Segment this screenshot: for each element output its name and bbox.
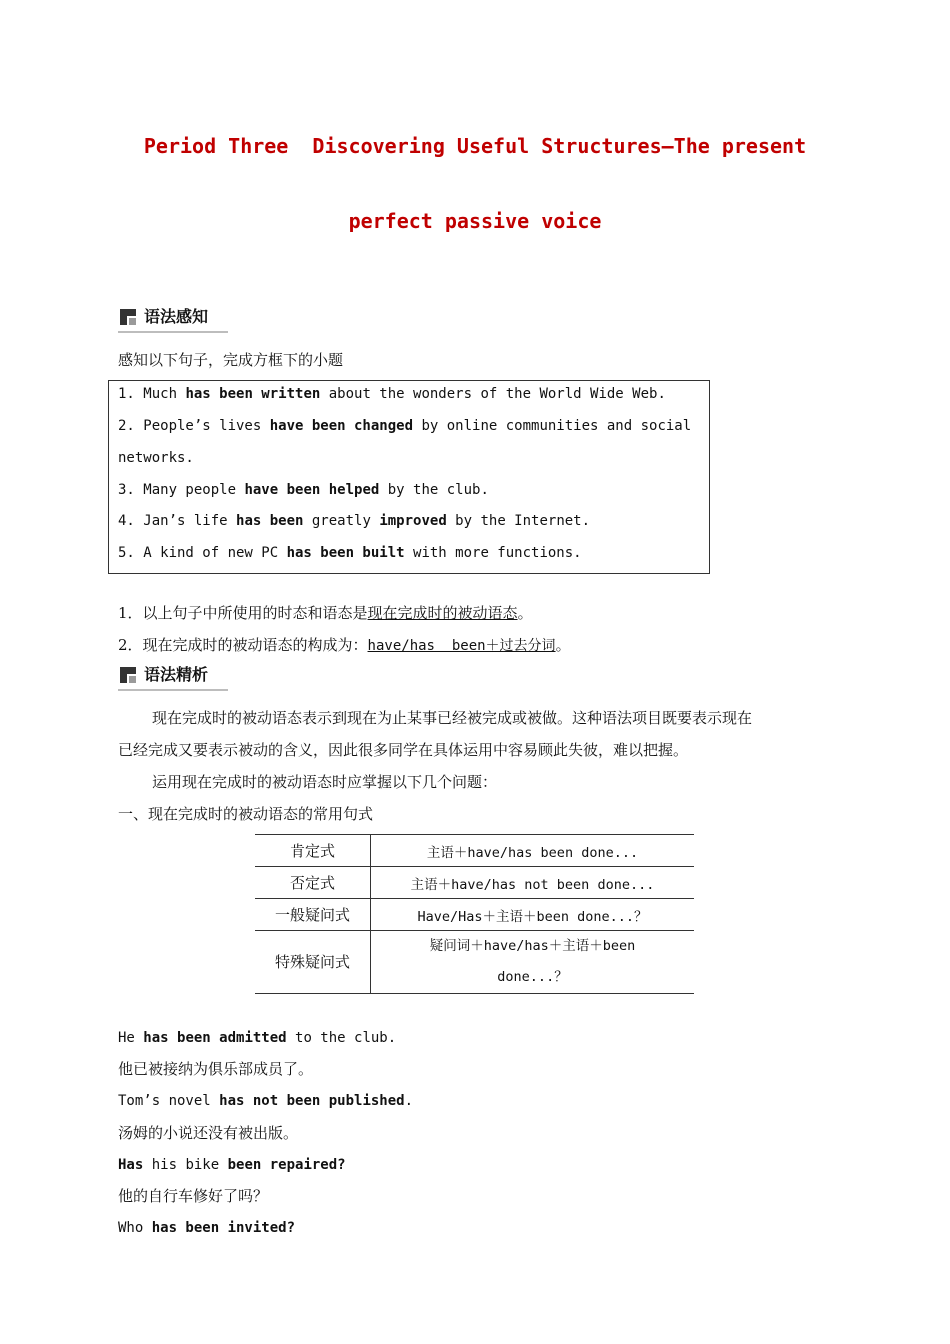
sentence-line: 3. Many people have been helped by the club.: [118, 482, 489, 498]
table-cell-pattern: Have/Has＋主语＋been done...？: [371, 899, 695, 931]
table-cell-pattern: 主语＋have/has been done...: [371, 835, 695, 867]
table-cell-pattern: 主语＋have/has not been done...: [371, 867, 695, 899]
intro-text: 感知以下句子，完成方框下的小题: [118, 351, 344, 369]
subheading-1: 一、现在完成时的被动语态的常用句式: [118, 805, 374, 823]
table-row: [255, 931, 694, 994]
example-sentence: He has been admitted to the club.: [118, 1030, 397, 1046]
question-2: 2．现在完成时的被动语态的构成为：have/has been＋过去分词。: [118, 636, 571, 654]
example-sentence: Tom’s novel has not been published.: [118, 1093, 414, 1109]
table-cell-label: 否定式: [255, 867, 371, 899]
table-row: [255, 899, 694, 931]
title-line-1: Period Three Discovering Useful Structures—The present: [143, 134, 807, 158]
sentence-pattern-table: [255, 834, 694, 994]
sentence-line: 4. Jan’s life has been greatly improved by the Internet.: [118, 513, 591, 529]
paragraph-2: 运用现在完成时的被动语态时应掌握以下几个问题：: [152, 773, 498, 791]
sentence-line: 5. A kind of new PC has been built with more functions.: [118, 545, 582, 561]
question-1: 1．以上句子中所使用的时态和语态是现在完成时的被动语态。: [118, 604, 533, 622]
section-square-icon: [120, 309, 136, 325]
table-cell-label: 肯定式: [255, 835, 371, 867]
example-sentence: Has his bike been repaired?: [118, 1157, 346, 1173]
example-sentences-box: [108, 380, 710, 574]
sentence-line: networks.: [118, 450, 194, 466]
section-heading-label: 语法精析: [144, 665, 209, 684]
section-square-icon: [120, 667, 136, 683]
example-sentence: Who has been invited?: [118, 1220, 296, 1236]
table-cell-label: 特殊疑问式: [255, 931, 371, 994]
example-translation: 汤姆的小说还没有被出版。: [118, 1124, 299, 1142]
table-row: [255, 867, 694, 899]
table-row: [255, 835, 694, 867]
table-cell-label: 一般疑问式: [255, 899, 371, 931]
paragraph-1-line-1: 现在完成时的被动语态表示到现在为止某事已经被完成或被做。这种语法项目既要表示现在: [152, 709, 753, 727]
sentence-line: 1. Much has been written about the wonders of the World Wide Web.: [118, 386, 666, 402]
example-translation: 他已被接纳为俱乐部成员了。: [118, 1060, 314, 1078]
section-heading-grammar-perception: [118, 305, 228, 333]
paragraph-1-line-2: 已经完成又要表示被动的含义，因此很多同学在具体运用中容易顾此失彼，难以把握。: [118, 741, 689, 759]
sentence-line: 2. People’s lives have been changed by online communities and social: [118, 418, 692, 434]
section-heading-grammar-analysis: [118, 663, 228, 691]
section-heading-label: 语法感知: [144, 307, 209, 326]
table-cell-pattern: 疑问词＋have/has＋主语＋been done...？: [371, 931, 695, 994]
title-line-2: perfect passive voice: [348, 209, 602, 233]
example-translation: 他的自行车修好了吗？: [118, 1187, 269, 1205]
